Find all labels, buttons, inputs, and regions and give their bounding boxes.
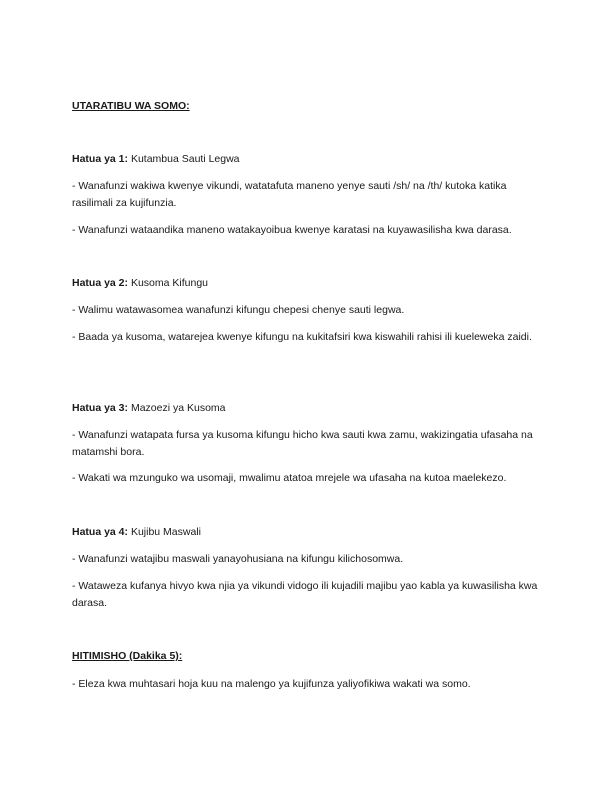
step-1-point-1: - Wanafunzi wakiwa kwenye vikundi, watatafuta maneno yenye sauti /sh/ na /th/ kutoka katika rasilimali za kujifunzia.	[72, 180, 507, 209]
step-4-label: Hatua ya 4:	[72, 526, 129, 538]
step-4-point-2: - Wataweza kufanya hivyo kwa njia ya vikundi vidogo ili kujadili majibu yao kabla ya kuwasilisha kwa darasa.	[72, 580, 538, 609]
step-2-title	[72, 275, 542, 292]
step-1-title	[72, 151, 542, 168]
step-4-title	[72, 524, 542, 541]
step-3-label: Hatua ya 3:	[72, 402, 129, 414]
step-4-point-1: - Wanafunzi watajibu maswali yanayohusiana na kifungu kilichosomwa.	[72, 553, 404, 565]
step-3-point-2: - Wakati wa mzunguko wa usomaji, mwalimu atatoa mrejele wa ufasaha na kutoa maelekezo.	[72, 472, 507, 484]
conclusion-title: HITIMISHO (Dakika 5):	[72, 650, 183, 662]
conclusion-point-1: - Eleza kwa muhtasari hoja kuu na malengo ya kujifunza yaliyofikiwa wakati wa somo.	[72, 678, 471, 690]
step-1-name: Kutambua Sauti Legwa	[130, 153, 240, 165]
step-1-point-2: - Wanafunzi wataandika maneno watakayoibua kwenye karatasi na kuyawasilisha kwa darasa.	[72, 224, 512, 236]
step-3-name: Mazoezi ya Kusoma	[130, 402, 226, 414]
step-2-point-1: - Walimu watawasomea wanafunzi kifungu chepesi chenye sauti legwa.	[72, 304, 405, 316]
step-1-label: Hatua ya 1:	[72, 153, 129, 165]
section-title: UTARATIBU WA SOMO:	[72, 100, 190, 112]
step-2-name: Kusoma Kifungu	[130, 277, 209, 289]
step-2-label: Hatua ya 2:	[72, 277, 129, 289]
step-2-point-2: - Baada ya kusoma, watarejea kwenye kifungu na kukitafsiri kwa kiswahili rahisi ili kueleweka zaidi.	[72, 331, 532, 343]
step-3-point-1: - Wanafunzi watapata fursa ya kusoma kifungu hicho kwa sauti kwa zamu, wakizingatia ufasaha na matamshi bora.	[72, 429, 533, 458]
step-4-name: Kujibu Maswali	[130, 526, 201, 538]
step-3-title	[72, 400, 542, 417]
